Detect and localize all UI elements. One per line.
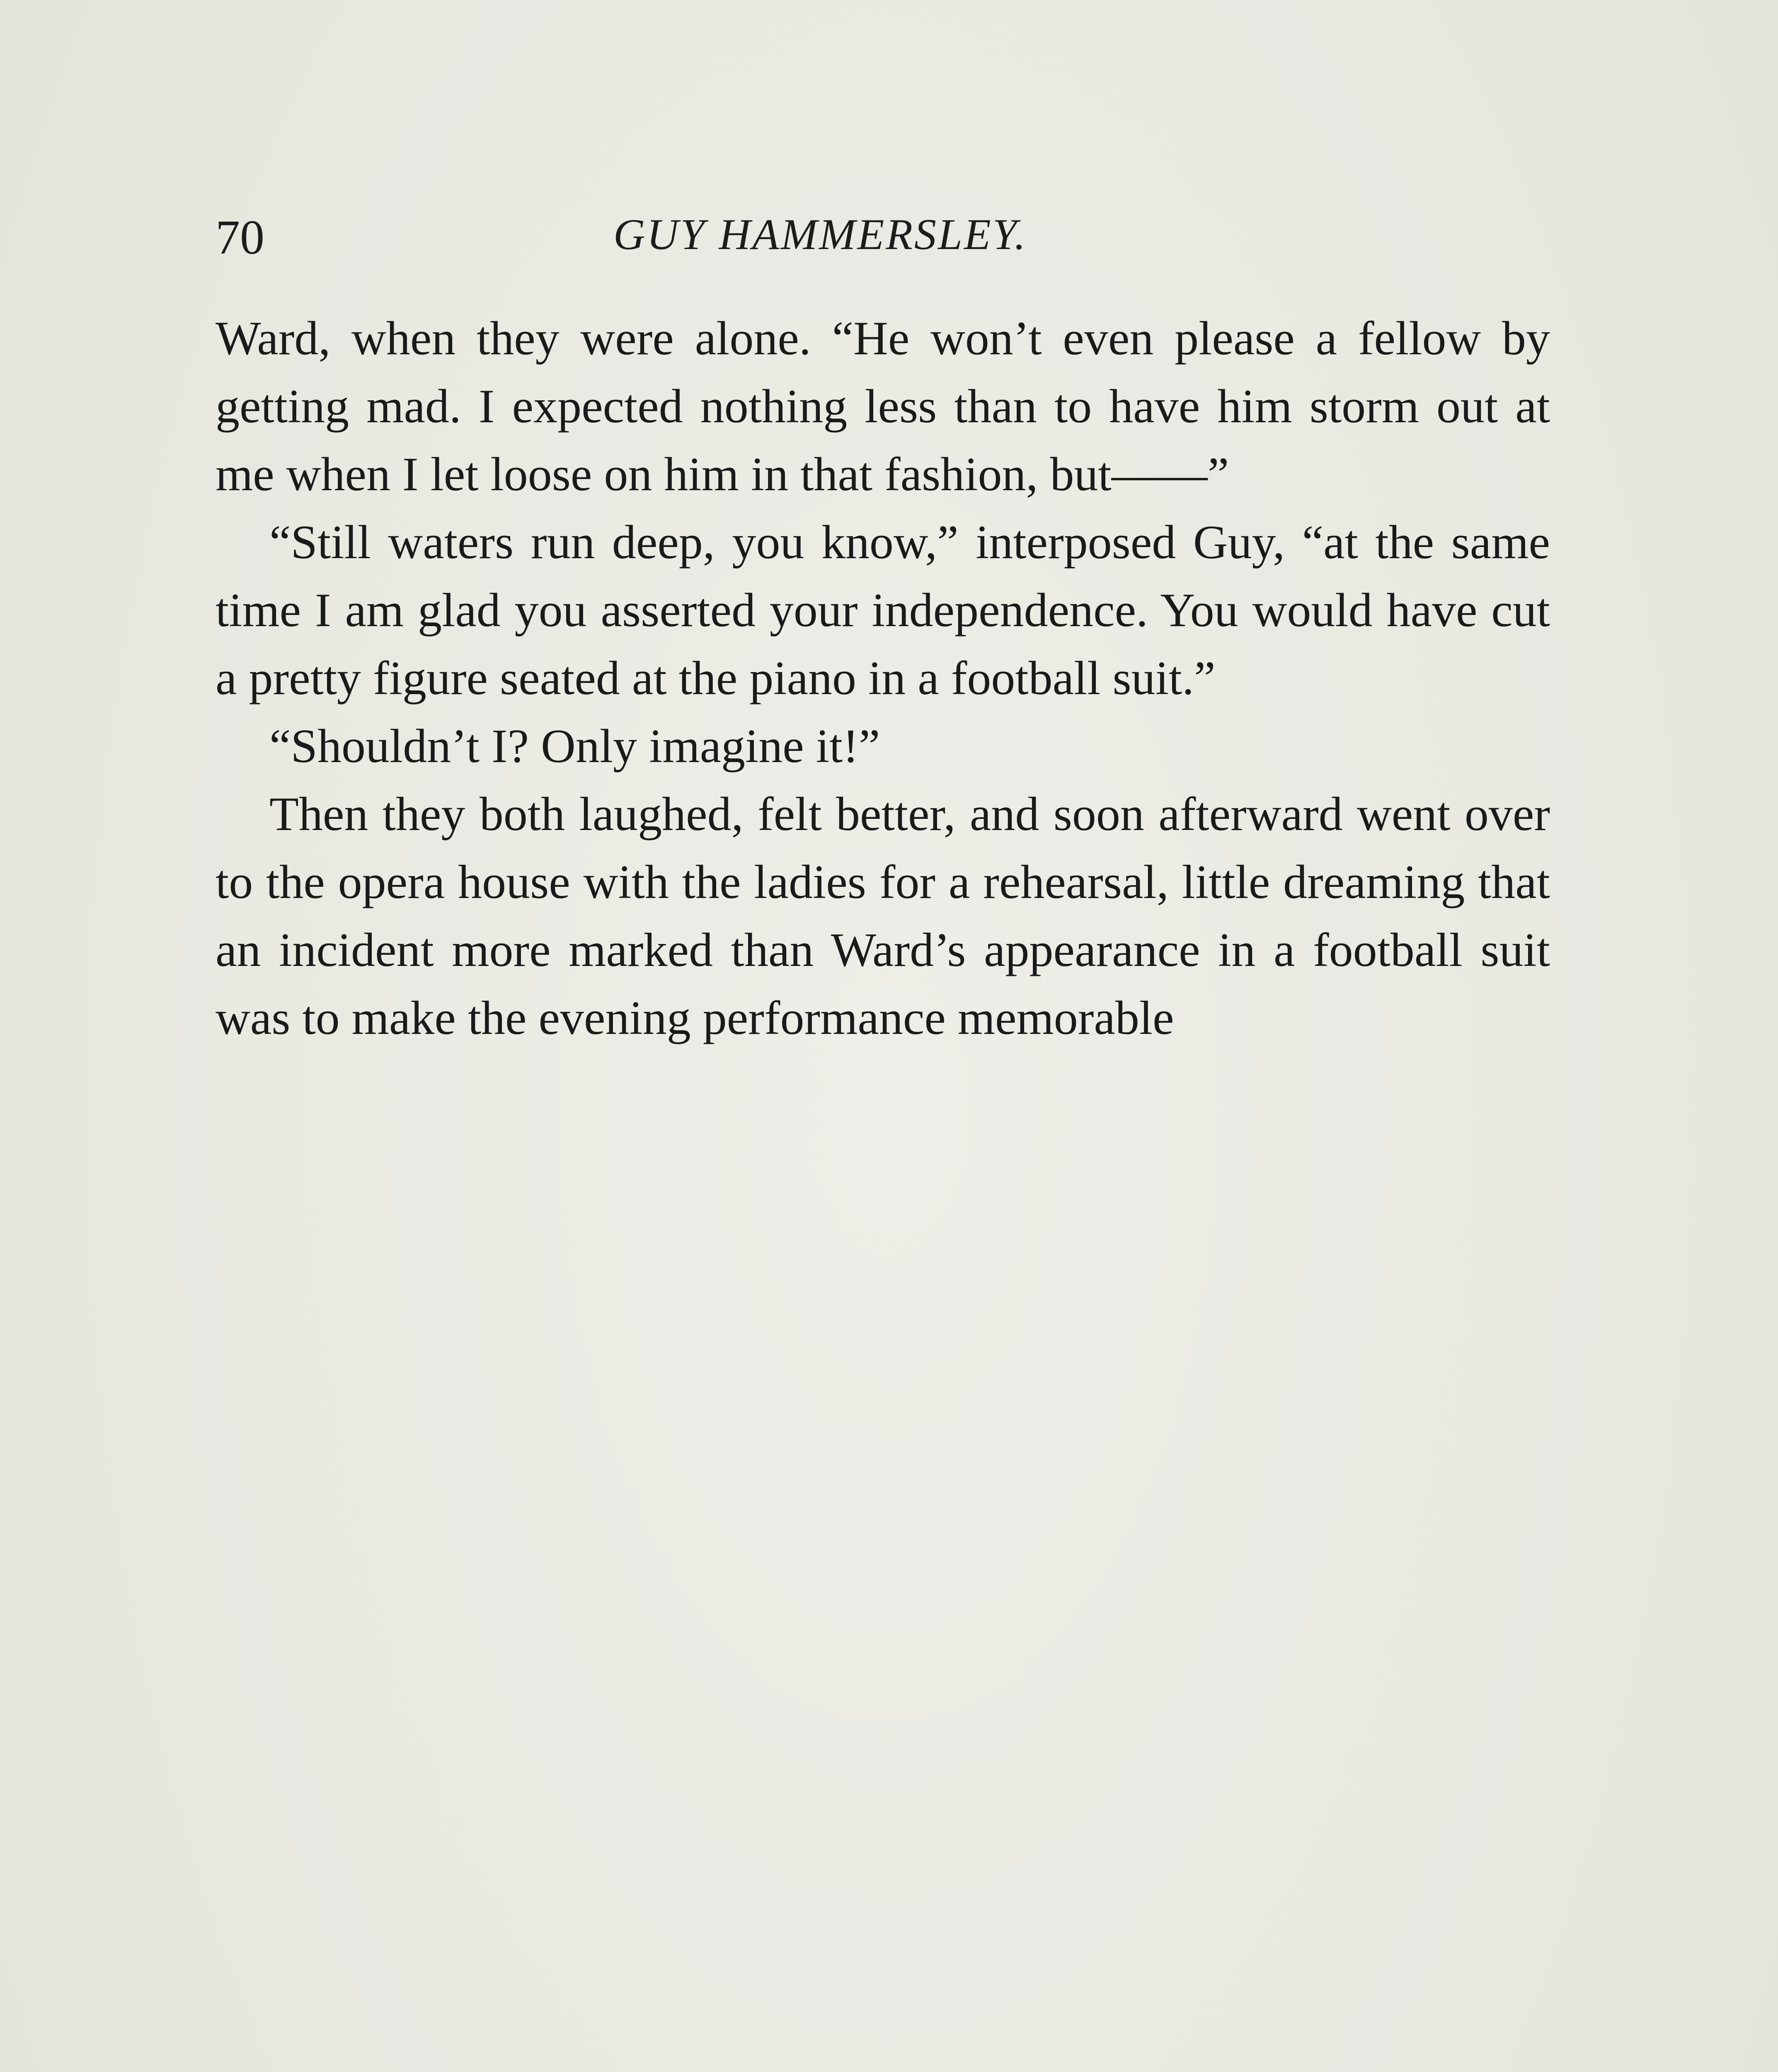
paragraph: “Shouldn’t I? Only imagine it!” <box>269 720 880 773</box>
paragraph-continuation: Ward, when they were alone. “He won’t even please a fellow by getting mad. I expected nothing less than to have him storm out at me when I let loose on him in that fashion, but——” <box>216 312 1550 501</box>
paragraph: “Still waters run deep, you know,” interposed Guy, “at the same time I am glad you asserted your independence. You would have cut a pretty figure seated at the piano in a football suit.” <box>216 516 1550 705</box>
body-text <box>216 305 1550 1052</box>
running-title: GUY HAMMERSLEY. <box>613 210 1027 259</box>
page-number: 70 <box>216 210 264 264</box>
paragraph: Then they both laughed, felt better, and soon afterward went over to the opera house with the ladies for a rehearsal, little dreaming that an incident more marked than Ward’s appearance in a football suit was to make the evening performance memorable <box>216 788 1550 1045</box>
